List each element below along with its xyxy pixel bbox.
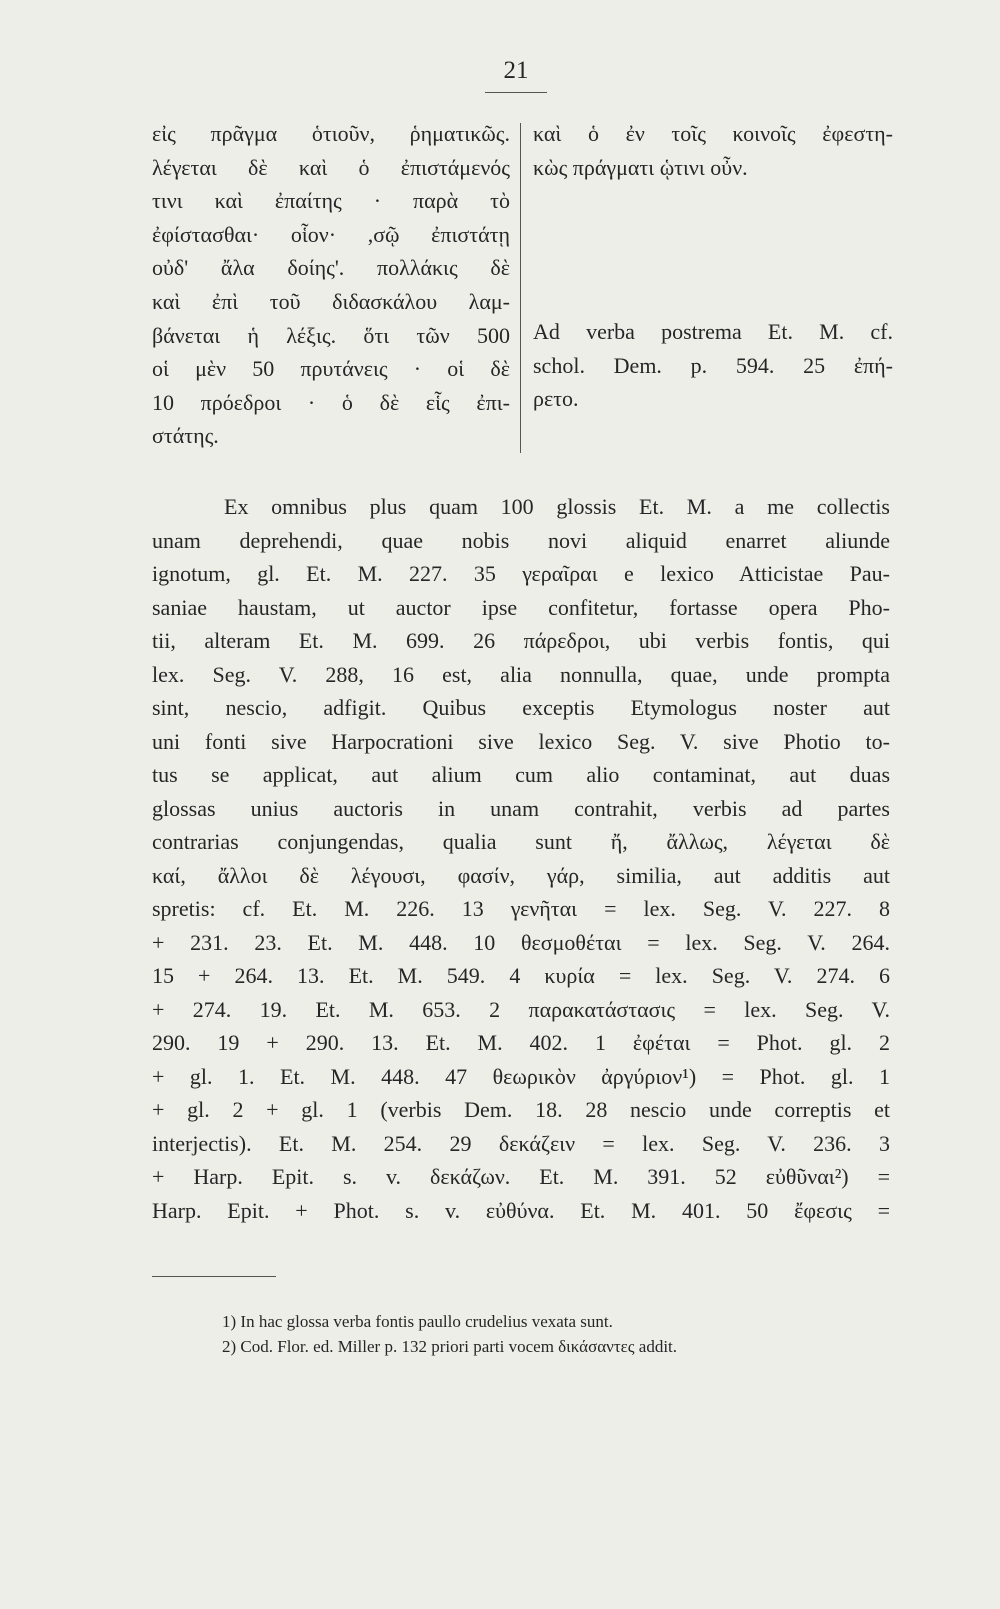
body-paragraph: [152, 490, 890, 1227]
body-line: + 231. 23. Et. M. 448. 10 θεσμοθέται = lex. Seg. V. 264.: [152, 929, 890, 955]
right-column-line: καὶ ὁ ἐν τοῖς κοινοῖς ἐφεστη-: [533, 121, 893, 146]
body-line: + gl. 2 + gl. 1 (verbis Dem. 18. 28 nescio unde correptis et: [152, 1097, 890, 1122]
body-line: 15 + 264. 13. Et. M. 549. 4 κυρία = lex. Seg. V. 274. 6: [152, 963, 890, 988]
left-column-line: ἐφίστασθαι· οἷον· ,σῷ ἐπιστάτῃ: [152, 221, 510, 247]
body-line: καί, ἄλλοι δὲ λέγουσι, φασίν, γάρ, similia, aut additis aut: [152, 862, 890, 888]
body-line: contrarias conjungendas, qualia sunt ἤ, ἄλλως, λέγεται δὲ: [152, 829, 890, 854]
body-line: + 274. 19. Et. M. 653. 2 παρακατάστασις = lex. Seg. V.: [152, 996, 890, 1022]
body-line: lex. Seg. V. 288, 16 est, alia nonnulla, quae, unde prompta: [152, 661, 890, 687]
right-column-line: κὼς πράγματι ᾡτινι οὖν.: [533, 154, 748, 180]
left-column-line: 10 πρόεδροι · ὁ δὲ εἷς ἐπι-: [152, 389, 510, 415]
body-line: uni fonti sive Harpocrationi sive lexico Seg. V. sive Photio to-: [152, 728, 890, 754]
body-line: tii, alteram Et. M. 699. 26 πάρεδροι, ubi verbis fontis, qui: [152, 628, 890, 653]
column-divider: [520, 123, 521, 453]
right-column: [533, 117, 893, 416]
left-column-line: τινι καὶ ἐπαίτης · παρὰ τὸ: [152, 188, 510, 214]
left-column-line: στάτης.: [152, 423, 219, 449]
body-line: interjectis). Et. M. 254. 29 δεκάζειν = lex. Seg. V. 236. 3: [152, 1130, 890, 1156]
left-column-line: οὐδ' ἄλα δοίης'. πολλάκις δὲ: [152, 255, 510, 281]
body-line: unam deprehendi, quae nobis novi aliquid enarret aliunde: [152, 527, 890, 553]
body-line: sint, nescio, adfigit. Quibus exceptis Etymologus noster aut: [152, 695, 890, 720]
body-line: spretis: cf. Et. M. 226. 13 γενῆται = lex. Seg. V. 227. 8: [152, 896, 890, 921]
body-line: Harp. Epit. + Phot. s. v. εὐθύνα. Et. M. 401. 50 ἔφεσις =: [152, 1197, 890, 1223]
body-line: glossas unius auctoris in unam contrahit, verbis ad partes: [152, 795, 890, 821]
body-line: 290. 19 + 290. 13. Et. M. 402. 1 ἐφέται = Phot. gl. 2: [152, 1030, 890, 1055]
right-column-note-line: Ad verba postrema Et. M. cf.: [533, 319, 893, 345]
left-column: [152, 117, 510, 453]
footnote-rule: [152, 1276, 276, 1277]
right-column-note-line: ρετο.: [533, 386, 579, 412]
body-line: Ex omnibus plus quam 100 glossis Et. M. a me collectis: [224, 494, 890, 519]
body-line: + Harp. Epit. s. v. δεκάζων. Et. M. 391. 52 εὐθῦναι²) =: [152, 1164, 890, 1189]
header-rule: [485, 92, 547, 93]
left-column-line: εἰς πρᾶγμα ὁτιοῦν, ῥηματικῶς.: [152, 121, 510, 146]
left-column-line: καὶ ἐπὶ τοῦ διδασκάλου λαμ-: [152, 288, 510, 314]
body-line: ignotum, gl. Et. M. 227. 35 γεραῖραι e lexico Atticistae Pau-: [152, 561, 890, 586]
footnote: 1) In hac glossa verba fontis paullo crudelius vexata sunt.: [222, 1312, 613, 1331]
footnotes: [222, 1309, 902, 1359]
right-column-note: [533, 315, 893, 416]
right-column-note-line: schol. Dem. p. 594. 25 ἐπή-: [533, 352, 893, 378]
body-line: + gl. 1. Et. M. 448. 47 θεωρικὸν ἀργύριον¹) = Phot. gl. 1: [152, 1063, 890, 1089]
left-column-line: λέγεται δὲ καὶ ὁ ἐπιστάμενός: [152, 154, 510, 180]
left-column-line: οἱ μὲν 50 πρυτάνεις · οἱ δὲ: [152, 356, 510, 382]
page-number: 21: [503, 57, 529, 84]
left-column-line: βάνεται ἡ λέξις. ὅτι τῶν 500: [152, 322, 510, 348]
body-line: tus se applicat, aut alium cum alio contaminat, aut duas: [152, 762, 890, 787]
footnote: 2) Cod. Flor. ed. Miller p. 132 priori parti vocem δικάσαντες addit.: [222, 1337, 678, 1356]
body-line: saniae haustam, ut auctor ipse confitetur, fortasse opera Pho-: [152, 594, 890, 620]
